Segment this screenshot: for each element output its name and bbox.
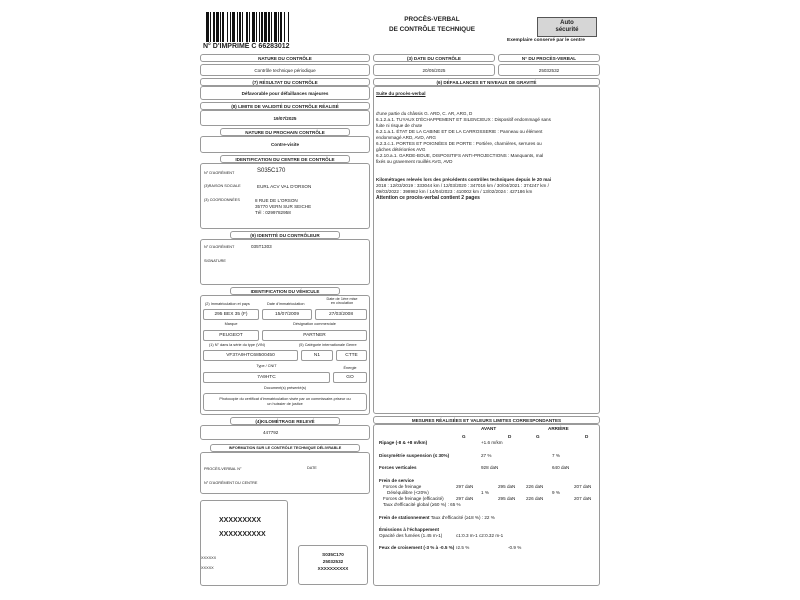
frein-eff-2: 226 daN: [526, 496, 544, 501]
frein-eff-1: 295 daN: [498, 496, 516, 501]
desequilibre-avant: 1 %: [481, 490, 489, 495]
limite-value: 19/07/2025: [273, 116, 297, 121]
limite-box: [200, 110, 370, 126]
signature-label: SIGNATURE: [204, 259, 226, 263]
attention-note: Attention ce procès-verbal contient 2 pages: [376, 195, 480, 201]
genre-value: CTTE: [336, 350, 367, 361]
frein-freinage-0: 297 daN: [456, 484, 474, 489]
info-date-label: DATE: [307, 466, 317, 470]
energie-label: Énergie: [343, 366, 357, 370]
auto-securite-stamp: [537, 17, 597, 37]
frein-freinage-label: Forces de freinage: [383, 484, 422, 489]
col-avant-d: D: [508, 434, 512, 439]
info-delivrable-box: [200, 452, 370, 494]
info-pv-label: PROCÈS-VERBAL N°: [204, 467, 242, 471]
immat-label: (2) Immatriculation et pays: [205, 302, 250, 306]
mesures-arriere: ARRIÈRE: [548, 426, 569, 431]
date-controle-label: (3) DATE DU CONTRÔLE: [373, 54, 495, 62]
opacite-values: c1:0.3 m-1 c2:0.32 m-1: [456, 533, 504, 538]
pv-number-label: N° DU PROCÈS-VERBAL: [498, 54, 600, 62]
masked-box: [200, 500, 288, 586]
controleur-label: (9) IDENTITÉ DU CONTRÔLEUR: [230, 231, 340, 239]
desequilibre-arriere: 9 %: [552, 490, 560, 495]
prochain-label: NATURE DU PROCHAIN CONTRÔLE: [220, 128, 350, 136]
col-arriere-d: D: [585, 434, 589, 439]
page-title-line1: PROCÈS-VERBAL: [404, 16, 460, 23]
info-delivrable-label: INFORMATION SUR LE CONTRÔLE TECHNIQUE DÉLIVRABLE: [210, 444, 360, 452]
mesures-avant: AVANT: [481, 426, 497, 431]
centre-tel: Tél : 0299782958: [255, 210, 291, 215]
frein-eff-0: 297 daN: [456, 496, 474, 501]
stationnement-label: Frein de stationnement: [379, 515, 430, 520]
date-circ-label1: Date de 1ère mise: [326, 297, 358, 301]
forces-arriere: 640 daN: [552, 465, 570, 470]
immat-value: 295 BEX 35 (F): [203, 309, 259, 320]
masked-bottom-pv: 25032532: [322, 559, 344, 564]
masked-bottom-id: S035C170: [322, 552, 344, 557]
centre-coord-label: (3) COORDONNÉES: [204, 198, 240, 202]
resultat-value: Défavorable pour défaillances majeures: [241, 91, 329, 96]
nature-value: Contrôle technique périodique: [254, 68, 316, 73]
centre-raison-value: EURL ACV VAL D'ORSON: [257, 184, 312, 189]
frein-freinage-2: 226 daN: [526, 484, 544, 489]
defaillance-line: d'une partie du châssis G. ARD, C. AR, ARG, D: [376, 111, 473, 116]
controleur-box: [200, 239, 370, 285]
forces-label: Forces verticales: [379, 465, 417, 470]
page-title-line2: DE CONTRÔLE TECHNIQUE: [389, 26, 475, 33]
nature-box: [200, 64, 370, 76]
type-value: 7A9HTC: [203, 372, 330, 383]
stationnement-value: Taux d'efficacité (≥18 %) : 22 %: [430, 515, 495, 520]
taux-service: Taux d'efficacité global (≥50 %) : 65 %: [383, 502, 461, 507]
defaillance-line: 6.1.2.a.1. TUYAUX D'ÉCHAPPEMENT ET SILENCIEUX : Dispositif endommagé sans: [376, 117, 551, 122]
emissions-label: Émissions à l'échappement: [379, 527, 440, 532]
centre-addr2: 35770 VERN SUR SEICHE: [255, 204, 312, 209]
mesures-label: MESURES RÉALISÉES ET VALEURS LIMITES CORRESPONDANTES: [373, 416, 600, 424]
documents-label: Document(s) présenté(s): [264, 386, 306, 390]
info-agrement-label: N° D'AGRÉMENT DU CENTRE: [204, 481, 258, 485]
date-immat-value: 15/07/2009: [262, 309, 312, 320]
categorie-label: (5) Catégorie internationale: [299, 343, 346, 347]
energie-value: GO: [333, 372, 367, 383]
centre-box: [200, 163, 370, 229]
resultat-label: (7) RÉSULTAT DU CONTRÔLE: [200, 78, 370, 86]
col-avant-g: G: [462, 434, 466, 439]
masked-id-box: [298, 545, 368, 585]
masked-bottom-x: XXXXXXXXXX: [317, 566, 349, 571]
centre-label: IDENTIFICATION DU CENTRE DE CONTRÔLE: [220, 155, 350, 163]
frein-eff-3: 207 daN: [574, 496, 592, 501]
masked-line2: XXXXXXXXXX: [219, 531, 266, 538]
prochain-box: [200, 136, 370, 153]
controleur-agrement-label: N° D'AGRÉMENT: [204, 245, 235, 249]
defaillance-line: 6.2.10.a.1. GARDE-BOUE, DISPOSITIFS ANTI-PROJECTIONS : Manquants, mal: [376, 153, 544, 158]
defaillance-line: 6.2.1.a.1. ÉTAT DE LA CABINE ET DE LA CARROSSERIE : Panneau ou élément: [376, 129, 543, 134]
centre-addr1: 8 RUE DE L'ORSON: [255, 198, 298, 203]
croisement-label: Feux de croisement (-3 % à -0.5 %) :: [379, 545, 458, 550]
km-title: Kilométrages relevés lors des précédents contrôles techniques depuis le 20 mai: [376, 177, 552, 182]
documents-value: Photocopie du certificat d'immatriculation visée par un commissaire-priseur ou un huissier de justice: [219, 397, 351, 406]
imprime-number: N° D'IMPRIMÉ C 66283012: [203, 43, 290, 50]
km-line1: 2018 : 12/03/2019 : 333044 km / 12/03/2020 : 347016 km / 30/04/2021 : 374247 km /: [376, 183, 549, 188]
documents-box: [203, 393, 367, 411]
pv-number-value: 25032532: [538, 68, 560, 73]
date-controle-value: 20/05/2025: [422, 68, 446, 73]
prochain-value: Contre-visite: [270, 142, 300, 147]
genre-label: Genre: [346, 343, 357, 347]
marque-value: PEUGEOT: [203, 330, 259, 341]
defaillance-line: 6.2.3.c.1. PORTES ET POIGNÉES DE PORTE : Portière, charnières, serrures ou: [376, 141, 542, 146]
pv-number-box: [498, 64, 600, 76]
forces-avant: 928 daN: [481, 465, 499, 470]
centre-agrement-label: N° D'AGRÉMENT: [204, 171, 235, 175]
limite-label: (8) LIMITE DE VALIDITÉ DU CONTRÔLE RÉALISÉ: [200, 102, 370, 110]
defaillance-line: fuite ni risque de chute: [376, 123, 423, 128]
kilometrage-box: [200, 425, 370, 440]
dissym-avant: 27 %: [481, 453, 492, 458]
kilometrage-label: (4)KILOMÉTRAGE RELEVÉ: [230, 417, 340, 425]
frein-service-label: Frein de service: [379, 478, 414, 483]
defaillances-label: (6) DÉFAILLANCES ET NIVEAUX DE GRAVITÉ: [373, 78, 600, 86]
dissym-arriere: 7 %: [552, 453, 560, 458]
defaillance-line: fixés ou gravement rouillés AVG, AVD: [376, 159, 453, 164]
stamp-line2: sécurité: [555, 27, 579, 33]
defaillance-line: gâches détériorées AVG: [376, 147, 426, 152]
designation-value: PARTNER: [262, 330, 367, 341]
vin-value: VF37A9HTC68500450: [203, 350, 298, 361]
frein-eff-label: Forces de freinage (efficacité): [383, 496, 444, 501]
date-immat-label: Date d'immatriculation: [267, 302, 305, 306]
date-circ-value: 27/03/2008: [315, 309, 367, 320]
date-circ-label2: en circulation: [330, 301, 354, 305]
barcode: [206, 12, 324, 42]
col-arriere-g: G: [536, 434, 540, 439]
controleur-agrement-value: 035T1303: [251, 244, 272, 249]
nature-label: NATURE DU CONTRÔLE: [200, 54, 370, 62]
kilometrage-value: 447792: [263, 430, 279, 435]
barcode-bar: [289, 12, 291, 42]
defaillance-line: endommagé ARD, AVD, ARG: [376, 135, 436, 140]
copy-note: Exemplaire conservé par le centre: [507, 38, 585, 43]
ripage-value: +1.6 m/km: [481, 440, 503, 445]
masked-small2: XXXXX: [201, 566, 214, 570]
desequilibre-label: Déséquilibre (<20%): [387, 490, 429, 495]
masked-small1: XXXXXX: [201, 556, 217, 560]
vehicule-label: IDENTIFICATION DU VÉHICULE: [230, 287, 340, 295]
dissym-label: Dissymétrie suspension (≤ 30%): [379, 453, 450, 458]
vin-label: (1) N° dans la série du type (VIN): [209, 343, 265, 347]
defaillances-suite: Suite du procès-verbal: [376, 91, 426, 96]
centre-agrement-value: S035C170: [257, 168, 286, 174]
categorie-value: N1: [301, 350, 333, 361]
frein-freinage-3: 207 daN: [574, 484, 592, 489]
croisement-d: -0.9 %: [508, 545, 522, 550]
frein-freinage-1: 295 daN: [498, 484, 516, 489]
croisement-g: -2.5 %: [456, 545, 470, 550]
opacite-label: Opacité des fumées (1.45 m-1): [379, 533, 443, 538]
marque-label: Marque: [224, 322, 238, 326]
ripage-label: Ripage (-8 & +8 m/km): [379, 440, 428, 445]
stamp-line1: Auto: [560, 20, 574, 26]
date-controle-box: [373, 64, 495, 76]
designation-label: Désignation commerciale: [293, 322, 336, 326]
centre-raison-label: (3)RAISON SOCIALE: [204, 184, 241, 188]
km-line2: 09/03/2022 : 398982 km / 14/04/2023 : 410002 km / 13/02/2024 : 427186 km: [376, 189, 533, 194]
masked-line1: XXXXXXXXX: [219, 517, 262, 524]
type-label: Type / CNIT: [256, 364, 277, 368]
resultat-box: [200, 86, 370, 100]
